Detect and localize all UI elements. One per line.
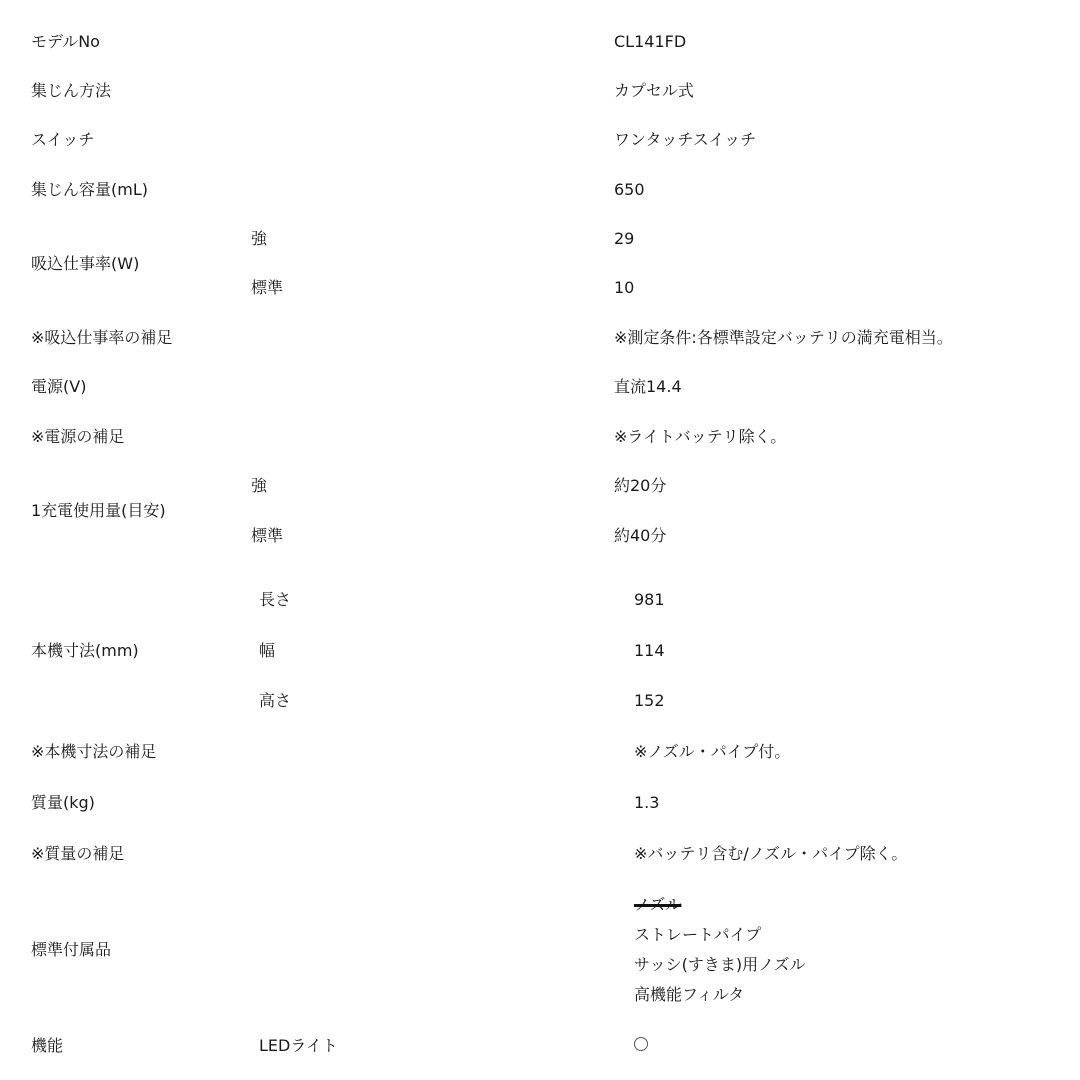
spec-value-suction-note: ※測定条件:各標準設定バッテリの満充電相当。 [614, 328, 953, 347]
spec-value-model: CL141FD [614, 32, 687, 51]
spec-label-weight-note: ※質量の補足 [31, 844, 125, 863]
spec-label-switch: スイッチ [31, 130, 95, 149]
spec-label-runtime: 1充電使用量(目安) [31, 501, 166, 520]
spec-value-height: 152 [634, 691, 665, 710]
spec-label-dust-capacity: 集じん容量(mL) [31, 180, 148, 199]
accessory-item: サッシ(すきま)用ノズル [634, 955, 806, 974]
spec-label-model: モデルNo [31, 32, 100, 51]
spec-sublabel-runtime-strong: 強 [251, 476, 268, 495]
spec-label-power-note: ※電源の補足 [31, 427, 125, 446]
spec-label-dimensions: 本機寸法(mm) [31, 641, 139, 660]
spec-value-dimensions-note: ※ノズル・パイプ付。 [634, 742, 791, 761]
spec-value-switch: ワンタッチスイッチ [614, 130, 757, 149]
available-circle-icon [634, 1037, 648, 1051]
spec-value-weight: 1.3 [634, 793, 660, 812]
spec-label-power-supply: 電源(V) [31, 377, 87, 396]
spec-label-suction-note: ※吸込仕事率の補足 [31, 328, 173, 347]
spec-sublabel-height: 高さ [259, 691, 292, 710]
spec-label-weight: 質量(kg) [31, 793, 95, 812]
spec-label-accessories: 標準付属品 [31, 940, 112, 959]
spec-sublabel-runtime-standard: 標準 [251, 526, 284, 545]
spec-sublabel-width: 幅 [259, 641, 276, 660]
spec-sublabel-length: 長さ [259, 590, 292, 609]
accessory-item: ノズル [634, 895, 682, 914]
spec-value-dust-method: カプセル式 [614, 81, 694, 100]
spec-sublabel-led-light: LEDライト [259, 1036, 338, 1055]
spec-label-dust-method: 集じん方法 [31, 81, 112, 100]
spec-value-dust-capacity: 650 [614, 180, 645, 199]
spec-label-dimensions-note: ※本機寸法の補足 [31, 742, 157, 761]
spec-value-power-supply: 直流14.4 [614, 377, 682, 396]
spec-sublabel-suction-strong: 強 [251, 229, 268, 248]
spec-label-suction-power: 吸込仕事率(W) [31, 254, 140, 273]
spec-label-features: 機能 [31, 1036, 64, 1055]
spec-value-power-note: ※ライトバッテリ除く。 [614, 427, 787, 446]
spec-sublabel-suction-standard: 標準 [251, 278, 284, 297]
spec-value-weight-note: ※バッテリ含む/ノズル・パイプ除く。 [634, 844, 908, 863]
spec-value-runtime-standard: 約40分 [614, 526, 667, 545]
spec-value-suction-strong: 29 [614, 229, 635, 248]
spec-value-length: 981 [634, 590, 665, 609]
spec-value-width: 114 [634, 641, 665, 660]
spec-value-runtime-strong: 約20分 [614, 476, 667, 495]
accessory-item: ストレートパイプ [634, 925, 762, 944]
spec-value-suction-standard: 10 [614, 278, 635, 297]
accessory-item: 高機能フィルタ [634, 985, 745, 1004]
